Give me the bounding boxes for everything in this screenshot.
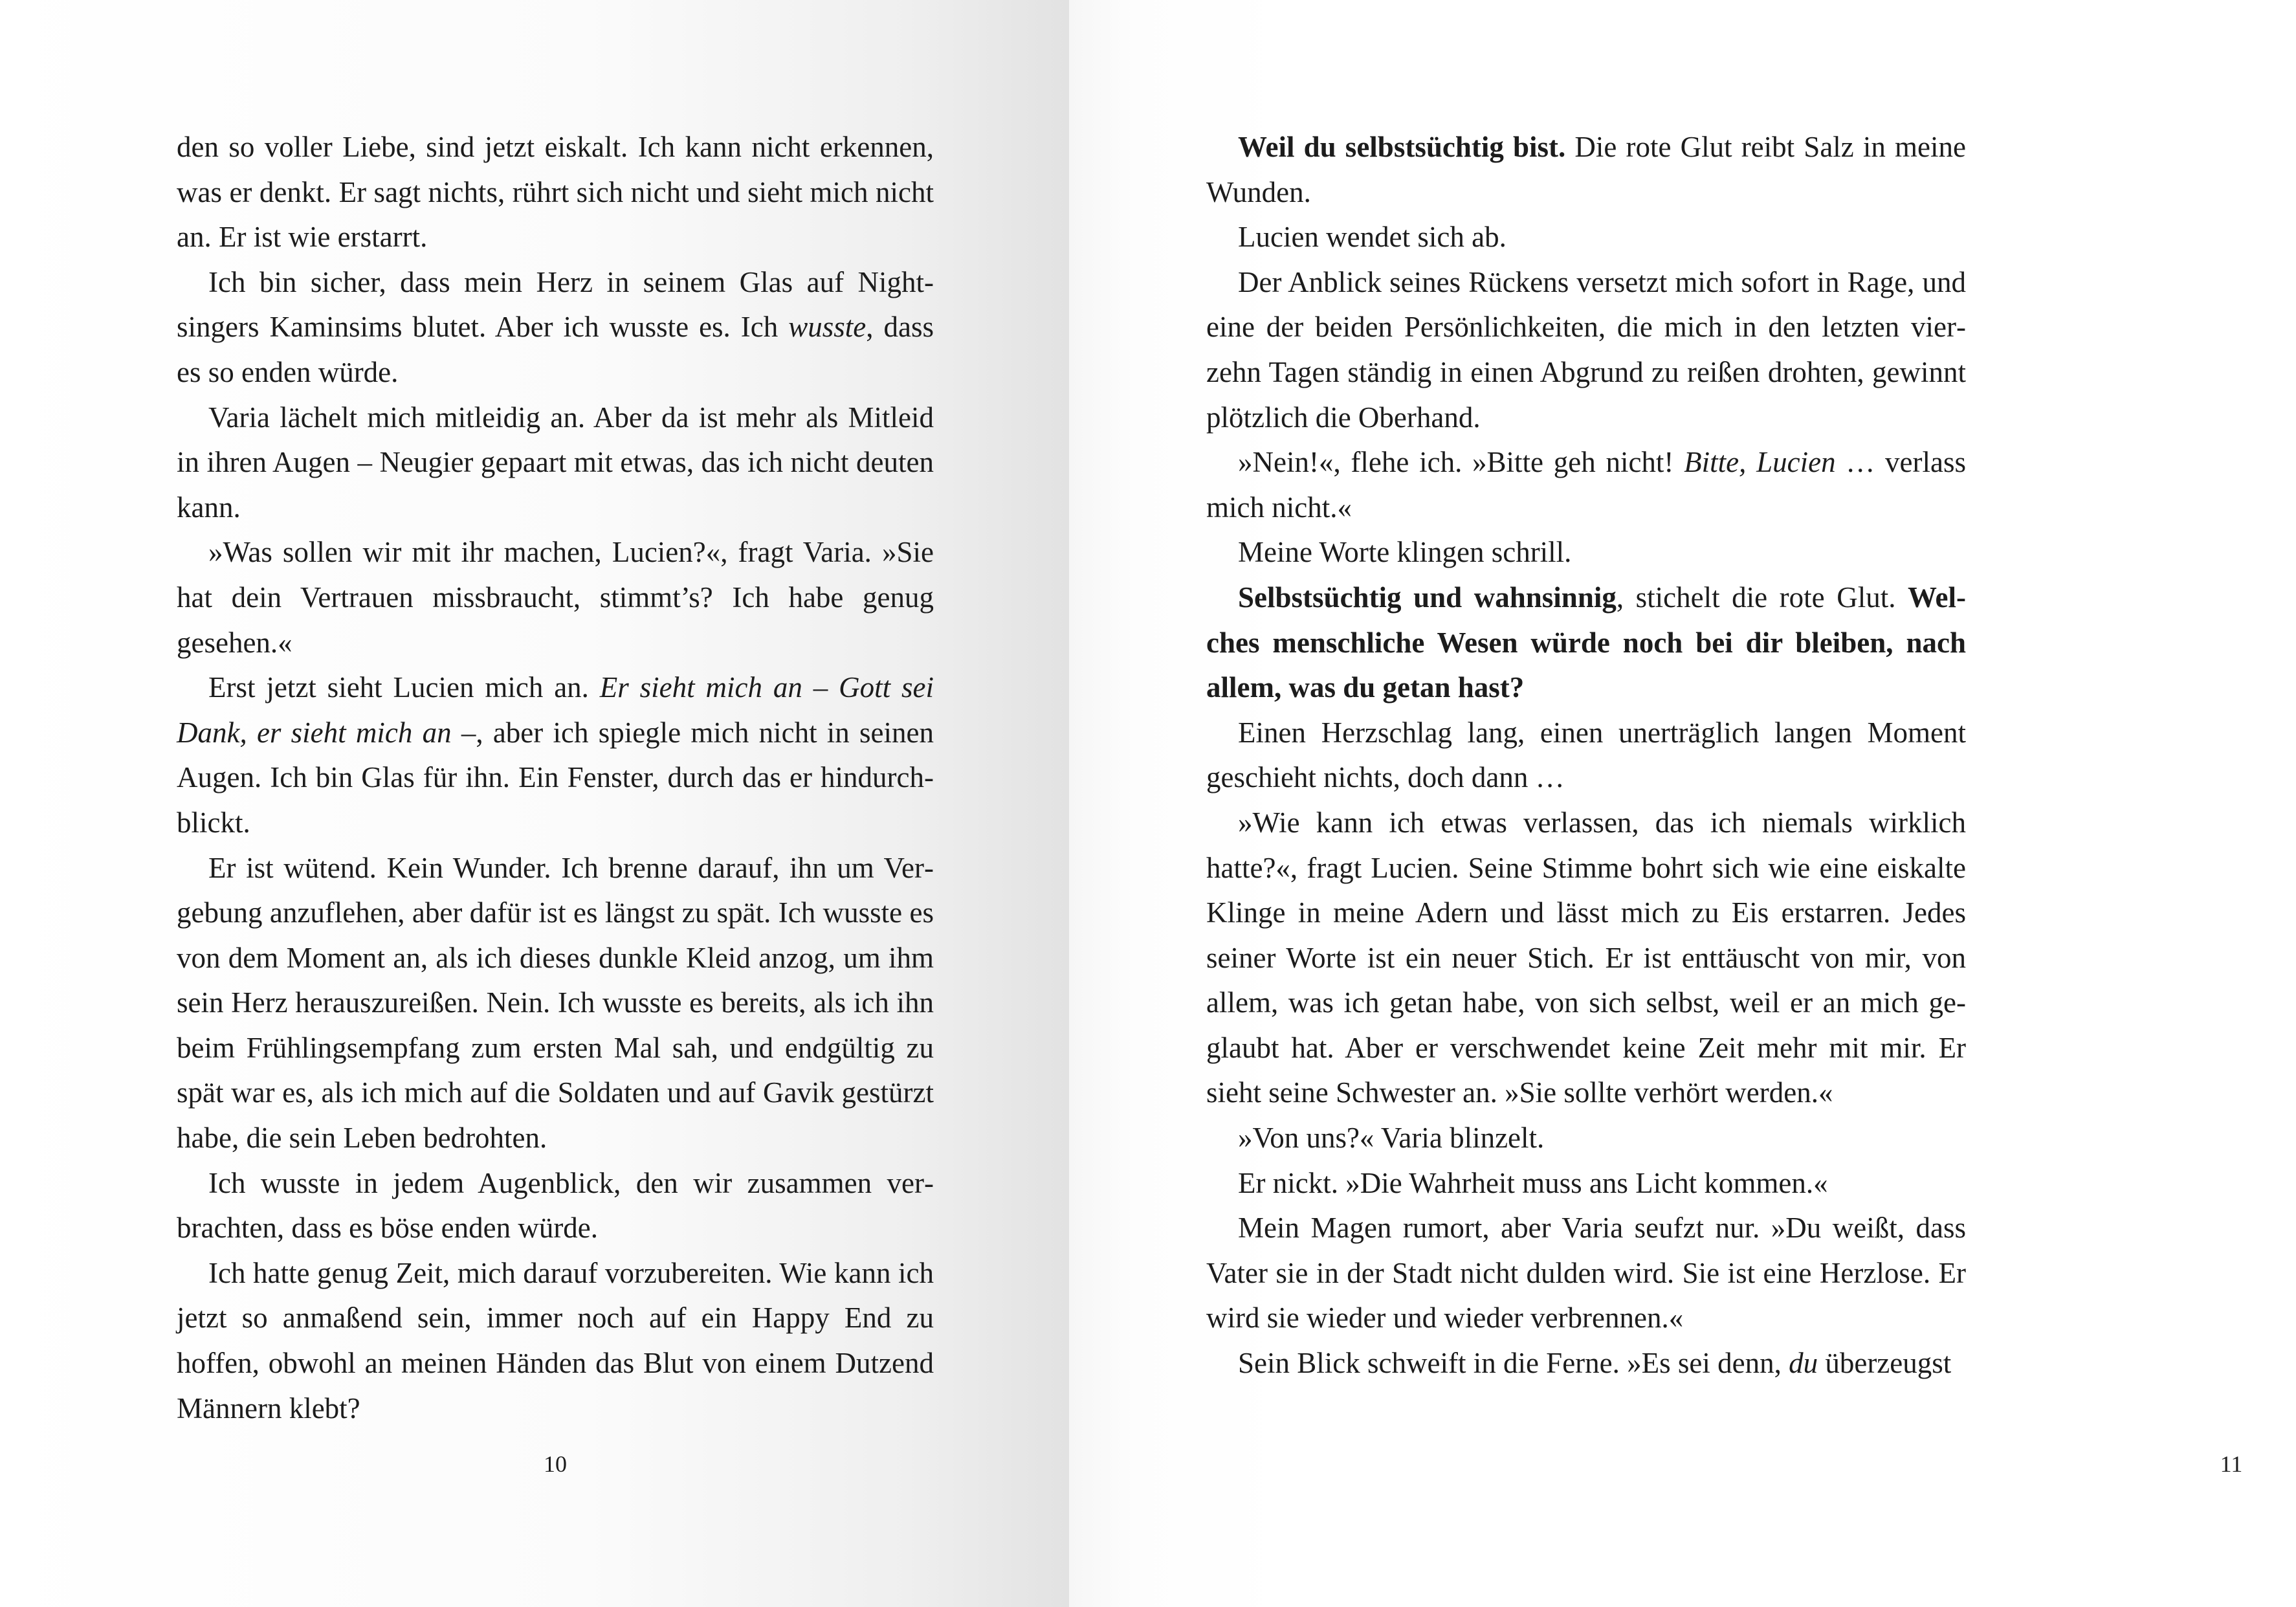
paragraph xyxy=(177,395,934,531)
paragraph xyxy=(177,125,934,260)
text-run: »Wie kann ich etwas verlassen, das ich niemals wirklich hatte?«, fragt Lucien. Seine Stimme bohrt sich wie eine eiskalte Klinge in meine Adern und lässt mich zu Eis erstarren. Jedes seiner Worte ist ein neuer Stich. Er ist enttäuscht von mir, von allem, was ich getan habe, von sich selbst, weil er an mich geglaubt hat. Aber er verschwendet keine Zeit mehr mit mir. Er sieht seine Schwester an. »Sie sollte verhört werden.« xyxy=(1206,806,1966,1109)
bold-text: Weil du selbstsüchtig bist. xyxy=(1238,131,1566,163)
left-page-number: 10 xyxy=(544,1451,567,1477)
text-run: überzeugst xyxy=(1818,1347,1952,1380)
text-run: Erst jetzt sieht Lucien mich an. xyxy=(208,671,600,704)
text-run: Der Anblick seines Rückens versetzt mich sofort in Rage, und eine der beiden Persönlichkeiten, die mich in den letzten vierzehn Tagen ständig in einen Abgrund zu reißen drohten, gewinnt plötzlich die Oberhand. xyxy=(1206,265,1966,434)
italic-text: Bitte, Lucien xyxy=(1684,446,1836,479)
text-run: Einen Herzschlag lang, einen unerträglich langen Moment geschieht nichts, doch dann … xyxy=(1206,716,1966,794)
paragraph xyxy=(1206,801,1966,1116)
paragraph xyxy=(177,846,934,1161)
text-run: Ich bin sicher, dass mein Herz in seinem Glas auf Nightsingers Kaminsims blutet. Aber ich wusste es. Ich xyxy=(177,265,934,344)
paragraph xyxy=(1206,1161,1966,1206)
right-page xyxy=(1069,0,2243,1607)
text-run: »Was sollen wir mit ihr machen, Lucien?«, fragt Varia. »Sie hat dein Vertrauen missbraucht, stimmt’s? Ich habe genug gesehen.« xyxy=(177,536,934,659)
text-run: Ich wusste in jedem Augenblick, den wir zusammen verbrachten, dass es böse enden würde. xyxy=(177,1166,934,1245)
text-run: Mein Magen rumort, aber Varia seufzt nur. »Du weißt, dass Vater sie in der Stadt nicht dulden wird. Sie ist eine Herzlose. Er wird sie wieder und wieder verbrennen.« xyxy=(1206,1212,1966,1335)
text-run: … verlass mich nicht.« xyxy=(1206,446,1966,524)
text-run: Meine Worte klingen schrill. xyxy=(1238,536,1572,569)
paragraph xyxy=(1206,260,1966,440)
text-run: den so voller Liebe, sind jetzt eiskalt. Ich kann nicht erkennen, was er denkt. Er sagt nichts, rührt sich nicht und sieht mich nicht an. Er ist wie erstarrt. xyxy=(177,131,934,254)
text-run: Varia lächelt mich mitleidig an. Aber da ist mehr als Mitleid in ihren Augen – Neugier gepaart mit etwas, das ich nicht deuten kann. xyxy=(177,401,934,524)
text-run: Er ist wütend. Kein Wunder. Ich brenne darauf, ihn um Vergebung anzuflehen, aber dafür ist es längst zu spät. Ich wusste es von dem Moment an, als ich dieses dunkle Kleid anzog, um ihm sein Herz herauszureißen. Nein. Ich wusste es bereits, als ich ihn beim Frühlingsempfang zum ersten Mal sah, und endgültig zu spät war es, als ich mich auf die Soldaten und auf Gavik gestürzt habe, die sein Leben bedrohten. xyxy=(177,851,934,1155)
bold-text: Welches menschliche Wesen würde noch bei dir bleiben, nach allem, was du getan hast? xyxy=(1206,581,1966,704)
left-page-text xyxy=(177,125,934,1431)
paragraph xyxy=(1206,530,1966,575)
paragraph xyxy=(177,530,934,665)
text-run: »Nein!«, flehe ich. »Bitte geh nicht! xyxy=(1238,446,1684,479)
paragraph xyxy=(1206,711,1966,801)
text-run: , dass es so enden würde. xyxy=(177,311,934,388)
text-run: Lucien wendet sich ab. xyxy=(1238,221,1507,254)
bold-text: Selbstsüchtig und wahnsinnig xyxy=(1238,581,1617,614)
paragraph xyxy=(1206,1206,1966,1341)
paragraph xyxy=(1206,1341,1966,1386)
paragraph xyxy=(1206,215,1966,260)
text-run: Er nickt. »Die Wahrheit muss ans Licht kommen.« xyxy=(1238,1166,1828,1199)
right-page-text xyxy=(1206,125,1966,1386)
paragraph xyxy=(177,260,934,395)
paragraph xyxy=(1206,440,1966,530)
text-run: –, aber ich spiegle mich nicht in seinen Augen. Ich bin Glas für ihn. Ein Fenster, durch das er hindurchblickt. xyxy=(177,716,934,839)
paragraph xyxy=(1206,575,1966,711)
paragraph xyxy=(177,1161,934,1251)
text-run: Die rote Glut reibt Salz in meine Wunden. xyxy=(1206,131,1966,208)
paragraph xyxy=(177,1251,934,1431)
text-run: Sein Blick schweift in die Ferne. »Es sei denn, xyxy=(1238,1347,1789,1380)
italic-text: Er sieht mich an – Gott sei Dank, er sieht mich an xyxy=(177,671,934,749)
paragraph xyxy=(1206,125,1966,215)
paragraph xyxy=(177,665,934,845)
text-run: »Von uns?« Varia blinzelt. xyxy=(1238,1122,1545,1155)
text-run: , stichelt die rote Glut. xyxy=(1616,581,1908,614)
paragraph xyxy=(1206,1116,1966,1161)
right-page-number: 11 xyxy=(2220,1451,2243,1477)
italic-text: du xyxy=(1789,1347,1818,1380)
text-run: Ich hatte genug Zeit, mich darauf vorzubereiten. Wie kann ich jetzt so anmaßend sein, immer noch auf ein Happy End zu hoffen, obwohl an meinen Händen das Blut von einem Dutzend Männern klebt? xyxy=(177,1256,934,1424)
left-page xyxy=(0,0,1069,1607)
italic-text: wusste xyxy=(788,311,867,344)
